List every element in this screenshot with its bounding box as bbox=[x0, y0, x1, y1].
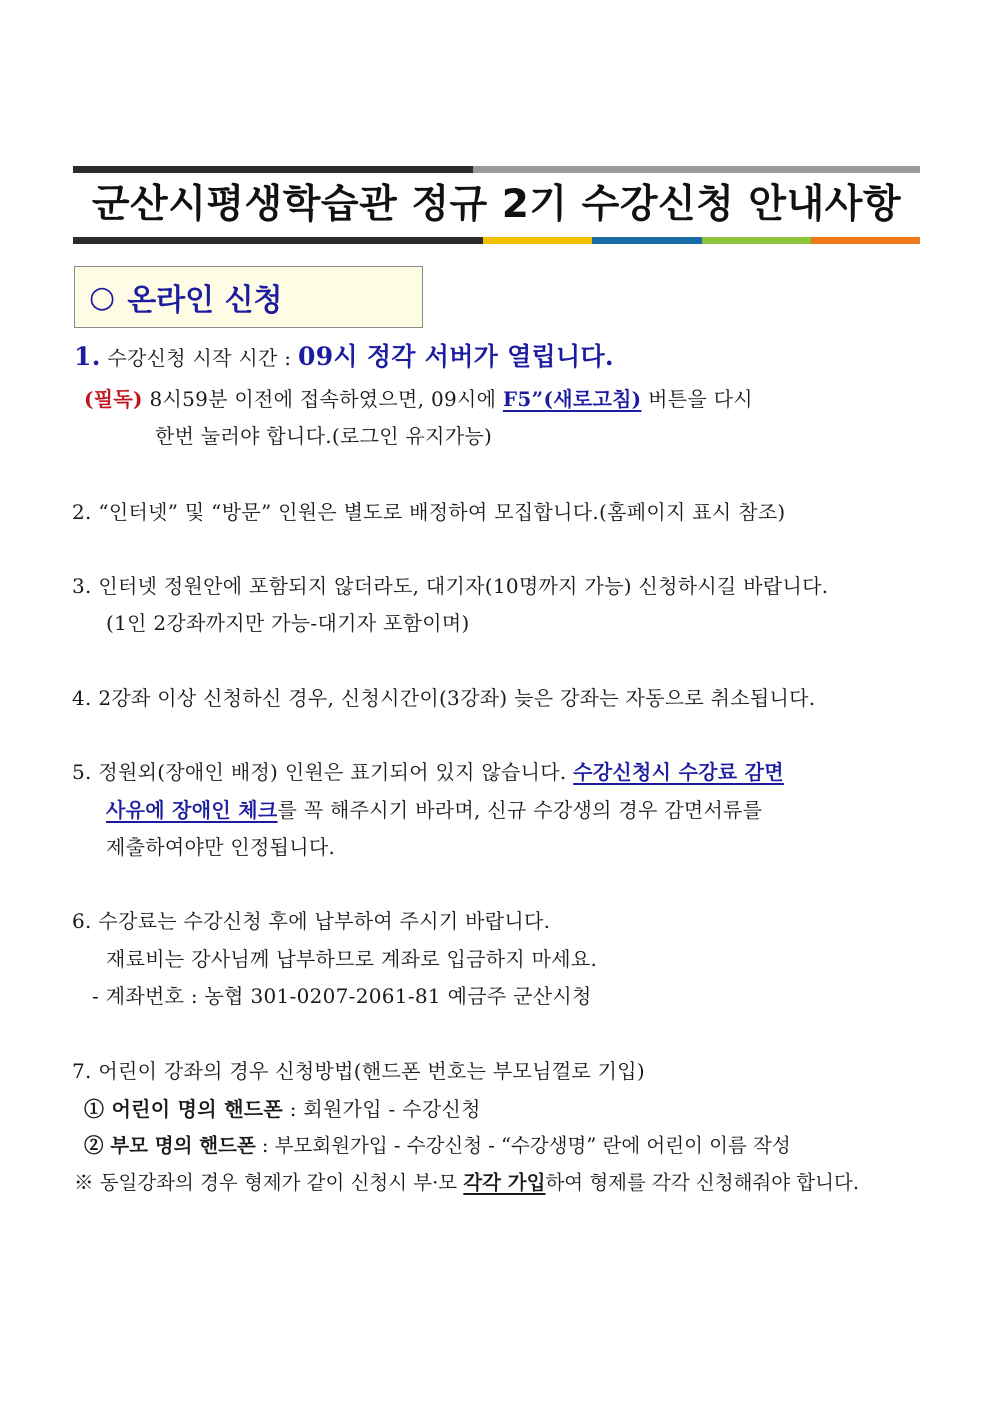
item1-line3: 한번 눌러야 합니다.(로그인 유지가능) bbox=[155, 424, 493, 448]
item5-line1 bbox=[72, 758, 784, 786]
must-read-label: (필독) bbox=[84, 387, 143, 411]
title-top-rule bbox=[73, 166, 920, 173]
item5-rest: 를 꼭 해주시기 바라며, 신규 수강생의 경우 감면서류를 bbox=[277, 798, 763, 822]
circle-bullet-icon: ○ bbox=[89, 279, 116, 315]
item4-text: 4. 2강좌 이상 신청하신 경우, 신청시간이(3강좌) 늦은 강좌는 자동으로 취소됩니다. bbox=[72, 686, 816, 710]
option1-steps: : 회원가입 - 수강신청 bbox=[283, 1097, 481, 1121]
item1-note-a: 8시59분 이전에 접속하였으면, 09시에 bbox=[142, 387, 503, 411]
item7-line1: 7. 어린이 강좌의 경우 신청방법(핸드폰 번호는 부모님껄로 기입) bbox=[72, 1059, 645, 1083]
title-bottom-rule bbox=[73, 237, 920, 244]
accent-segment-yellow bbox=[483, 237, 592, 244]
item6-line2: 재료비는 강사님께 납부하므로 계좌로 입금하지 마세요. bbox=[106, 947, 598, 971]
item5-line2 bbox=[106, 796, 762, 824]
sibling-note-emphasis: 각각 가입 bbox=[463, 1171, 546, 1194]
item2-text: 2. “인터넷” 및 “방문” 인원은 별도로 배정하여 모집합니다.(홈페이지 표시 참조) bbox=[72, 500, 786, 524]
item5-link-a: 수강신청시 수강료 감면 bbox=[573, 760, 784, 784]
accent-segment-orange bbox=[811, 237, 920, 244]
account-number-line: - 계좌번호 : 농협 301-0207-2061-81 예금주 군산시청 bbox=[92, 984, 592, 1008]
title-block bbox=[73, 166, 920, 244]
accent-segment-blue bbox=[592, 237, 701, 244]
item3-line1: 3. 인터넷 정원안에 포함되지 않더라도, 대기자(10명까지 가능) 신청하시길 바랍니다. bbox=[72, 574, 829, 598]
item1-line1 bbox=[74, 343, 614, 372]
item1-line2 bbox=[84, 385, 753, 413]
option1-label: ① 어린이 명의 핸드폰 bbox=[84, 1097, 284, 1121]
item5-line3: 제출하여야만 인정됩니다. bbox=[106, 835, 336, 859]
section-heading-online bbox=[74, 266, 423, 328]
item3-line2: (1인 2강좌까지만 가능-대기자 포함이며) bbox=[106, 611, 470, 635]
page-title: 군산시평생학습관 정규 2기 수강신청 안내사항 bbox=[91, 182, 902, 227]
item5-link-b: 사유에 장애인 체크 bbox=[106, 798, 278, 822]
item1-note-b: 버튼을 다시 bbox=[641, 387, 753, 411]
accent-segment-green bbox=[702, 237, 811, 244]
item1-number: 1. bbox=[74, 342, 101, 371]
option2-steps: : 부모회원가입 - 수강신청 - “수강생명” 란에 어린이 이름 작성 bbox=[255, 1134, 791, 1157]
item7-option2 bbox=[84, 1132, 791, 1160]
item7-option1 bbox=[84, 1095, 481, 1123]
section-heading-label: 온라인 신청 bbox=[127, 283, 283, 318]
item6-line1: 6. 수강료는 수강신청 후에 납부하여 주시기 바랍니다. bbox=[72, 909, 551, 933]
sibling-note-c: 하여 형제를 각각 신청해줘야 합니다. bbox=[545, 1171, 860, 1194]
item5-lead: 5. 정원외(장애인 배정) 인원은 표기되어 있지 않습니다. bbox=[72, 760, 574, 784]
sibling-note-a: ※ 동일강좌의 경우 형제가 같이 신청시 부·모 bbox=[74, 1171, 464, 1194]
f5-refresh-key: F5”(새로고침) bbox=[502, 387, 642, 411]
item1-lead: 수강신청 시작 시간 : bbox=[100, 346, 298, 370]
option2-label: ② 부모 명의 핸드폰 bbox=[84, 1134, 256, 1157]
item1-highlight: 09시 정각 서버가 열립니다. bbox=[298, 342, 614, 371]
sibling-note bbox=[74, 1169, 859, 1197]
